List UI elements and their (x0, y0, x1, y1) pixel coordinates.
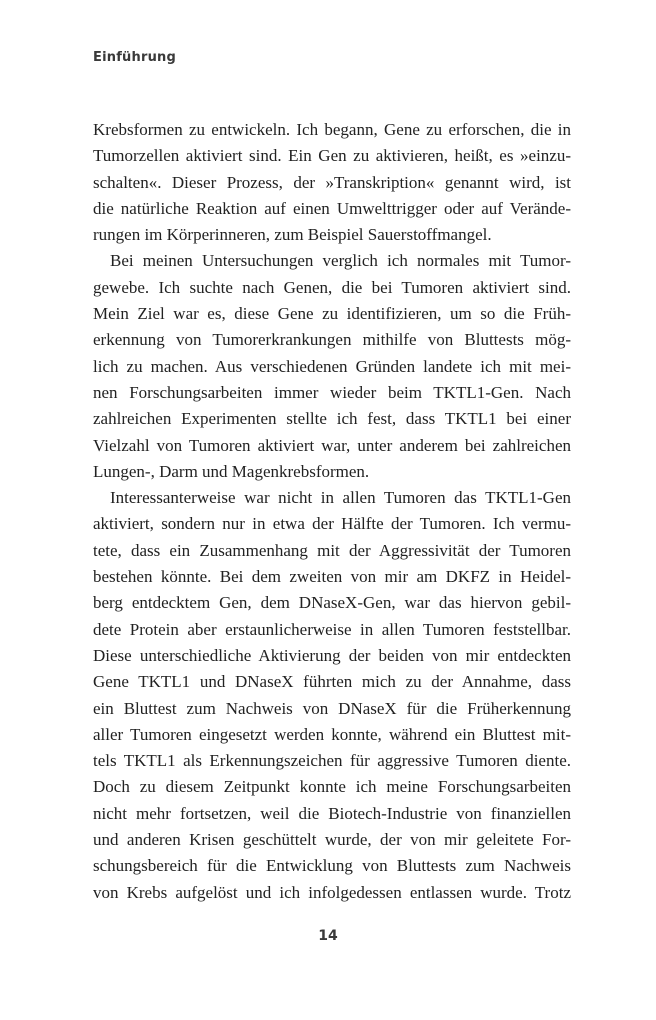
text-line: Doch zu diesem Zeitpunkt konnte ich meine Forschungsarbeiten (93, 777, 571, 797)
text-line: dete Protein aber erstaunlicherweise in allen Tumoren feststellbar. (93, 619, 571, 639)
paragraph (93, 117, 571, 248)
text-line: schalten«. Dieser Prozess, der »Transkription« genannt wird, ist (93, 172, 571, 192)
running-head: Einführung (93, 50, 176, 65)
text-line: bestehen könnte. Bei dem zweiten von mir am DKFZ in Heidel- (93, 567, 571, 587)
text-line: lich zu machen. Aus verschiedenen Gründen landete ich mit mei- (93, 356, 571, 376)
text-line: Vielzahl von Tumoren aktiviert war, unter anderem bei zahlreichen (93, 435, 571, 455)
paragraph (93, 485, 571, 906)
text-line: Mein Ziel war es, diese Gene zu identifizieren, um so die Früh- (93, 304, 571, 324)
text-line: Krebsformen zu entwickeln. Ich begann, Gene zu erforschen, die in (93, 120, 571, 139)
body-text (93, 117, 571, 906)
text-line: tels TKTL1 als Erkennungszeichen für aggressive Tumoren diente. (93, 751, 571, 771)
text-line: Interessanterweise war nicht in allen Tumoren das TKTL1-Gen (110, 488, 571, 508)
page-number: 14 (318, 928, 338, 944)
text-line: Bei meinen Untersuchungen verglich ich normales mit Tumor- (110, 251, 571, 271)
text-line: Lungen-, Darm und Magenkrebsformen. (93, 461, 370, 481)
text-line: tete, dass ein Zusammenhang mit der Aggressivität der Tumoren (93, 540, 571, 560)
text-line: berg entdecktem Gen, dem DNaseX-Gen, war das hiervon gebil- (93, 593, 571, 613)
text-line: ein Bluttest zum Nachweis von DNaseX für die Früherkennung (93, 698, 571, 718)
text-line: erkennung von Tumorerkrankungen mithilfe von Bluttests mög- (93, 330, 571, 350)
text-line: und anderen Krisen geschüttelt wurde, der von mir geleitete For- (93, 830, 571, 850)
text-line: Tumorzellen aktiviert sind. Ein Gen zu aktivieren, heißt, es »einzu- (93, 146, 571, 166)
text-line: Gene TKTL1 und DNaseX führten mich zu der Annahme, dass (93, 672, 571, 692)
paragraph (93, 248, 571, 485)
text-line: aktiviert, sondern nur in etwa der Hälfte der Tumoren. Ich vermu- (93, 514, 571, 534)
text-line: rungen im Körperinneren, zum Beispiel Sauerstoffmangel. (93, 225, 492, 245)
text-line: nicht mehr fortsetzen, weil die Biotech-Industrie von finanziellen (93, 803, 571, 823)
text-line: Diese unterschiedliche Aktivierung der beiden von mir entdeckten (93, 645, 571, 665)
text-line: nen Forschungsarbeiten immer wieder beim TKTL1-Gen. Nach (93, 382, 571, 402)
text-line: von Krebs aufgelöst und ich infolgedessen entlassen wurde. Trotz (93, 882, 571, 902)
text-line: gewebe. Ich suchte nach Genen, die bei Tumoren aktiviert sind. (93, 277, 571, 297)
text-line: die natürliche Reaktion auf einen Umwelttrigger oder auf Verände- (93, 198, 571, 218)
text-line: zahlreichen Experimenten stellte ich fest, dass TKTL1 bei einer (93, 409, 571, 429)
text-line: schungsbereich für die Entwicklung von Bluttests zum Nachweis (93, 856, 571, 876)
text-line: aller Tumoren eingesetzt werden konnte, während ein Bluttest mit- (93, 724, 571, 744)
